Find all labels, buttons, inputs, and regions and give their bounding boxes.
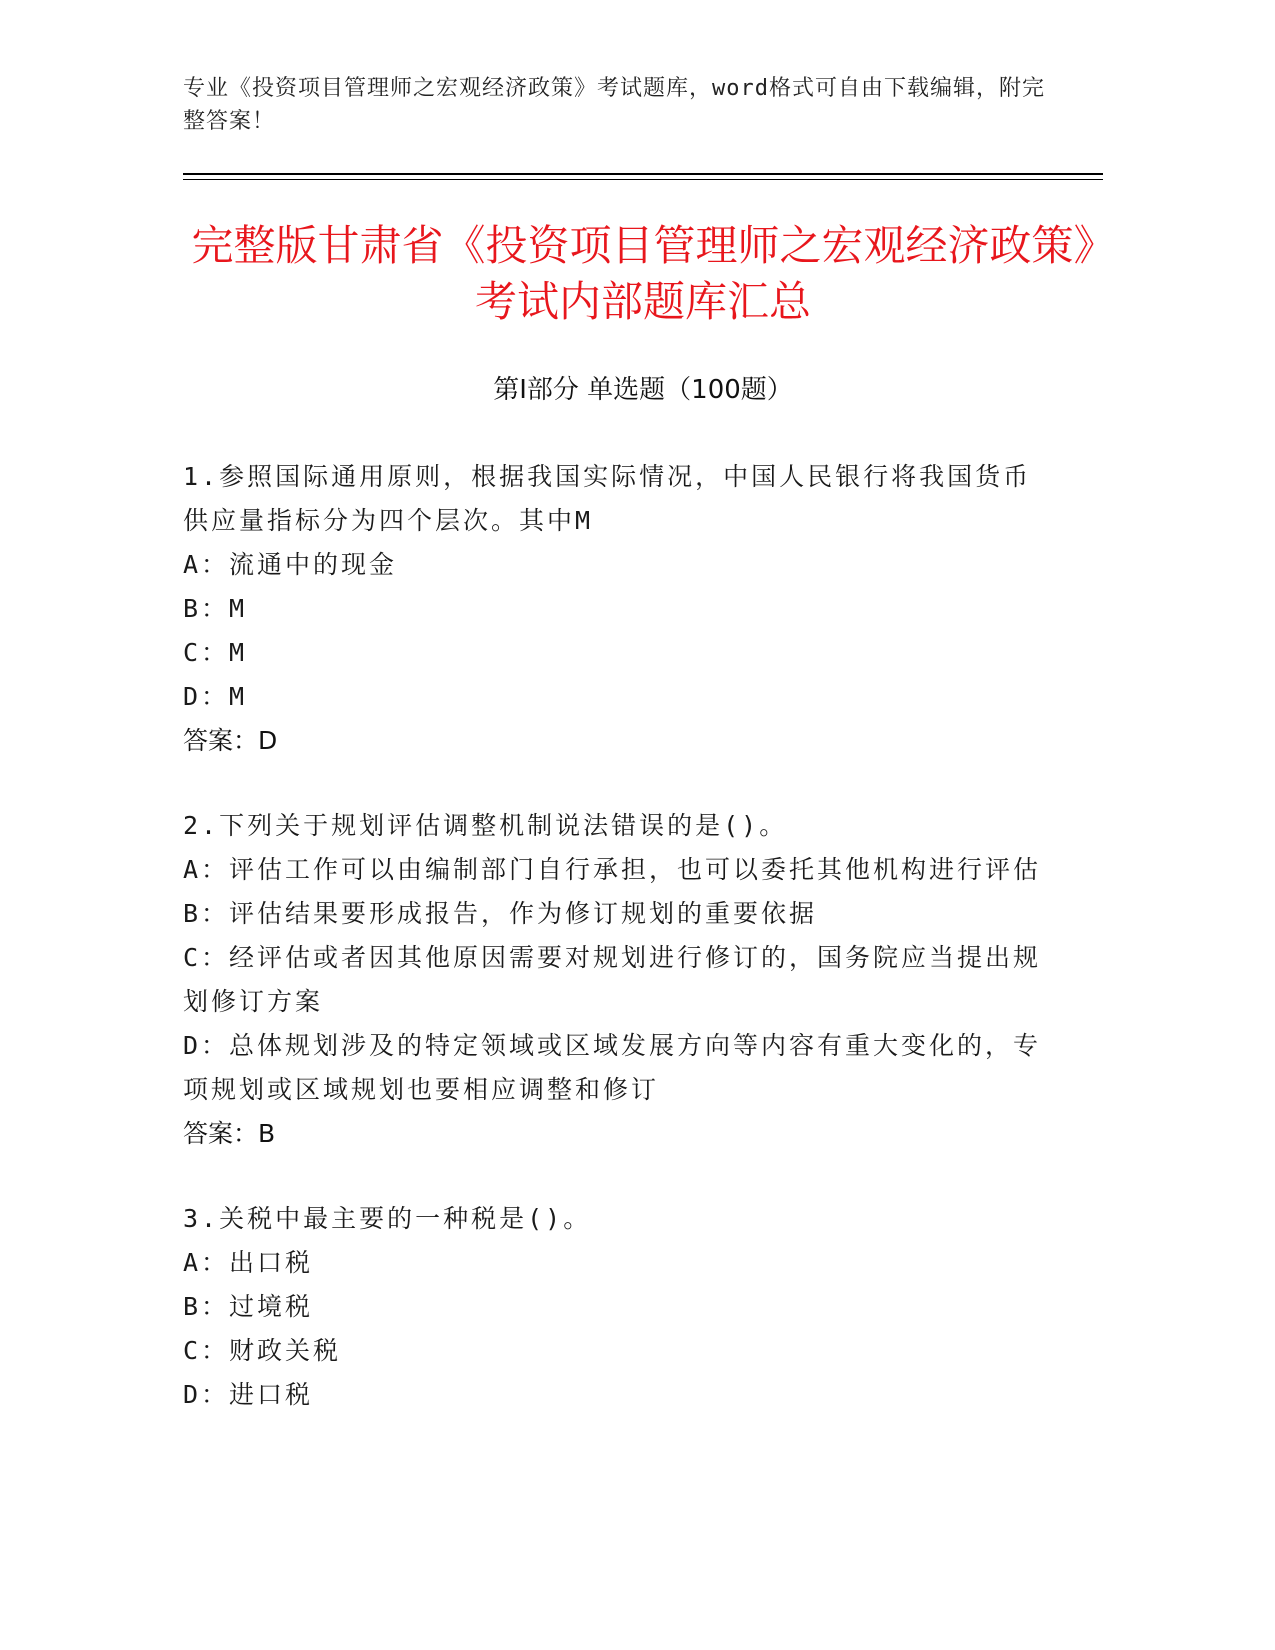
question-stem: 1.参照国际通用原则，根据我国实际情况，中国人民银行将我国货币供应量指标分为四个层次。其中M (183, 462, 1032, 535)
option-d: D：进口税 (183, 1380, 314, 1409)
option-b: B：M (183, 594, 248, 623)
option-a: A：评估工作可以由编制部门自行承担，也可以委托其他机构进行评估 (183, 855, 1042, 884)
question-stem: 2.下列关于规划评估调整机制说法错误的是()。 (183, 811, 788, 840)
option-b: B：过境税 (183, 1292, 314, 1321)
option-c: C：M (183, 638, 248, 667)
document-title: 完整版甘肃省《投资项目管理师之宏观经济政策》考试内部题库汇总 (191, 221, 1095, 326)
option-c: C：财政关税 (183, 1336, 342, 1365)
question-2 (183, 804, 1043, 1156)
option-d: D：M (183, 682, 248, 711)
option-a: A：流通中的现金 (183, 550, 398, 579)
question-3 (183, 1197, 1043, 1417)
header-divider-thin (183, 179, 1103, 180)
header-divider-thick (183, 173, 1103, 175)
option-d: D：总体规划涉及的特定领域或区域发展方向等内容有重大变化的，专项规划或区域规划也要相应调整和修订 (183, 1031, 1042, 1104)
answer: 答案：B (183, 1119, 276, 1148)
section-title: 第I部分 单选题（100题） (493, 375, 793, 405)
option-b: B：评估结果要形成报告，作为修订规划的重要依据 (183, 899, 818, 928)
header-note: 专业《投资项目管理师之宏观经济政策》考试题库，word格式可自由下载编辑，附完整答案！ (183, 76, 1045, 134)
question-1 (183, 455, 1043, 763)
question-stem: 3.关税中最主要的一种税是()。 (183, 1204, 592, 1233)
answer: 答案：D (183, 726, 278, 755)
option-c: C：经评估或者因其他原因需要对规划进行修订的，国务院应当提出规划修订方案 (183, 943, 1042, 1016)
option-a: A：出口税 (183, 1248, 314, 1277)
question-list (183, 455, 1043, 1458)
